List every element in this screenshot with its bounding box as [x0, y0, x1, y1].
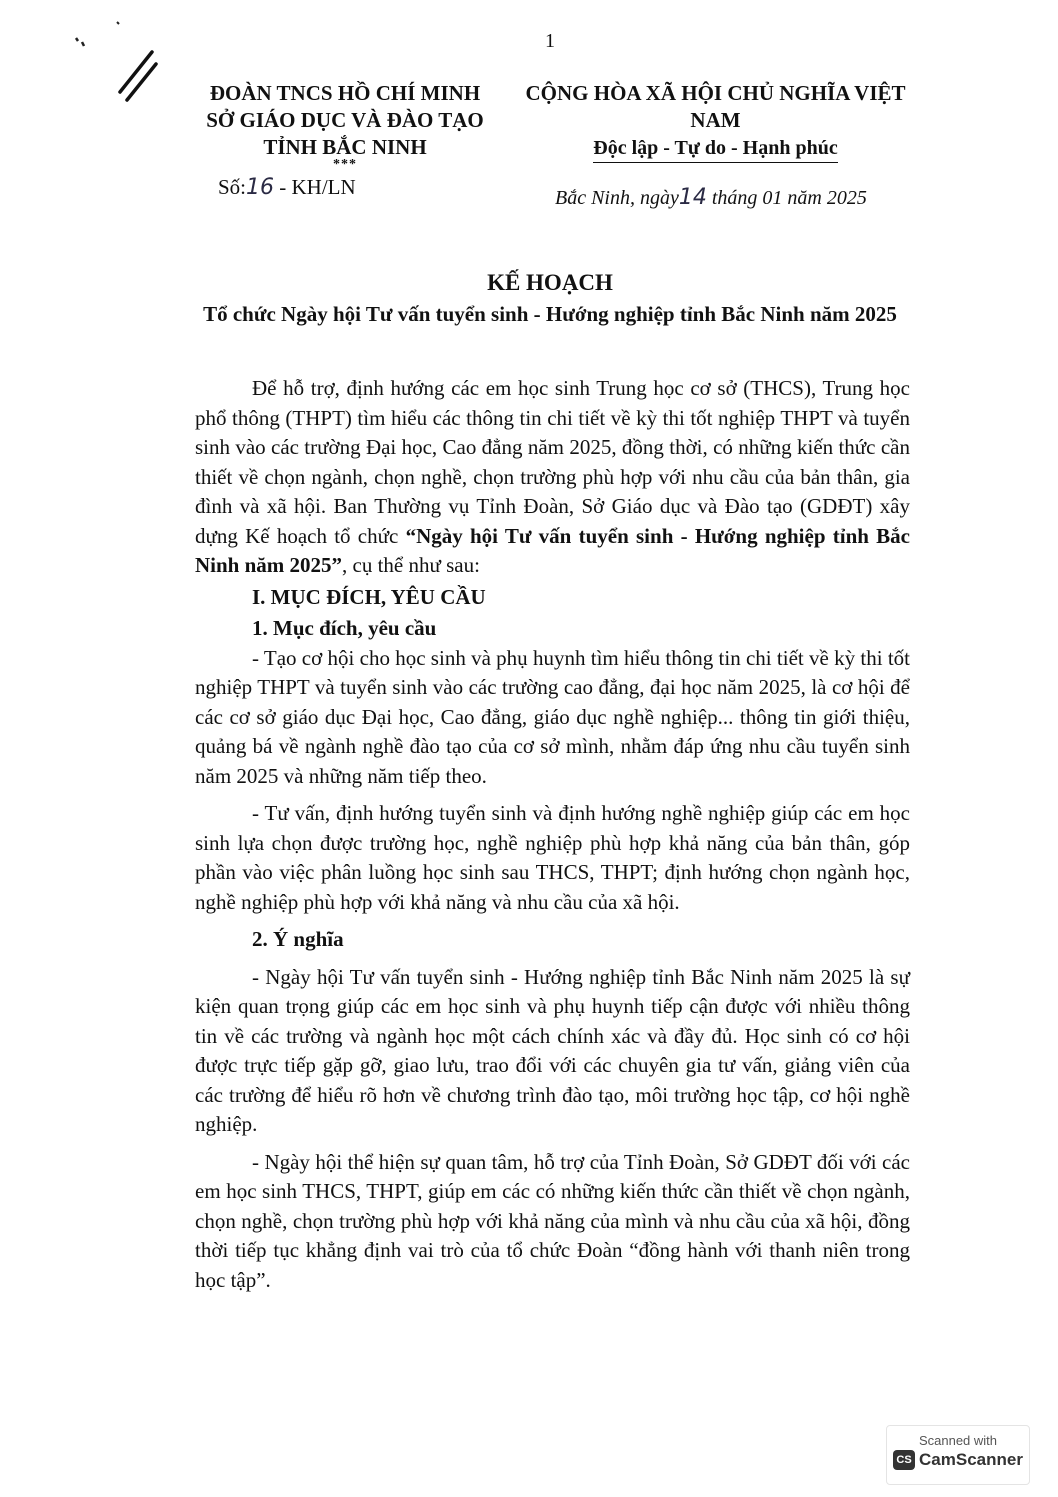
country-name: CỘNG HÒA XÃ HỘI CHỦ NGHĨA VIỆT NAM — [525, 81, 906, 132]
national-header — [498, 80, 933, 163]
agency-stars: *** — [333, 157, 357, 172]
subsection-2-heading: 2. Ý nghĩa — [252, 927, 344, 951]
section-1-heading: I. MỤC ĐÍCH, YÊU CẦU — [252, 584, 486, 609]
scan-marks — [70, 14, 170, 104]
watermark-brand-name: CamScanner — [919, 1450, 1023, 1469]
watermark-brand — [887, 1450, 1029, 1470]
agency-line-3: TỈNH BẮC NINH — [263, 135, 427, 159]
subsection-1-paragraph-2: - Tư vấn, định hướng tuyển sinh và định hướng nghề nghiệp giúp các em học sinh lựa chọn được trường học, nghề nghiệp phù hợp khả năng của bản thân, góp phần vào việc phân luồng học sinh sau THCS, THPT; định hướng chọn ngành học, nghề nghiệp phù hợp với khả năng và nhu cầu của xã hội. — [195, 801, 910, 914]
document-title: KẾ HOẠCH — [487, 270, 613, 295]
agency-line-2: SỞ GIÁO DỤC VÀ ĐÀO TẠO — [206, 108, 484, 132]
document-subtitle: Tổ chức Ngày hội Tư vấn tuyển sinh - Hướng nghiệp tỉnh Bắc Ninh năm 2025 — [203, 302, 897, 326]
agency-line-1: ĐOÀN TNCS HỒ CHÍ MINH — [209, 81, 481, 105]
intro-text-bold: “Ngày hội Tư vấn tuyển sinh - Hướng nghiệp tỉnh Bắc Ninh năm 2025” — [195, 523, 910, 577]
intro-paragraph — [195, 374, 910, 581]
camscanner-watermark — [886, 1425, 1030, 1485]
national-motto: Độc lập - Tự do - Hạnh phúc — [593, 136, 837, 163]
subsection-1-heading: 1. Mục đích, yêu cầu — [252, 616, 437, 640]
subsection-1-paragraph-1: - Tạo cơ hội cho học sinh và phụ huynh tìm hiểu thông tin chi tiết về kỳ thi tốt nghiệp THPT và tuyển sinh vào các trường cao đẳng, đại học năm 2025, là cơ hội để các cơ sở giáo dục Đại học, Cao đẳng, giáo dục nghề nghiệp... thông tin giới thiệu, quảng bá về ngành nghề đào tạo của cơ sở mình, nhằm đáp ứng nhu cầu tuyển sinh năm 2025 và những năm tiếp theo. — [195, 645, 910, 788]
issuing-agency-header — [190, 80, 500, 172]
date-prefix: Bắc Ninh, ngày — [555, 187, 679, 209]
intro-text-after: , cụ thể như sau: — [342, 553, 480, 577]
subsection-2-paragraph-2: - Ngày hội thể hiện sự quan tâm, hỗ trợ của Tỉnh Đoàn, Sở GDĐT đối với các em học sinh THCS, THPT, giúp em các có những kiến thức cần thiết về chọn ngành, chọn nghề, chọn trường phù hợp với khả năng của mình và nhu cầu của xã hội, đồng thời tiếp tục khẳng định vai trò của tổ chức Đoàn “đồng hành với thanh niên trong học tập”. — [195, 1149, 910, 1292]
document-number-handwritten: 16 — [246, 175, 275, 200]
date-suffix: tháng 01 năm 2025 — [706, 187, 867, 209]
document-body — [195, 374, 910, 1295]
document-number-suffix: - KH/LN — [274, 175, 356, 199]
document-number — [218, 175, 356, 200]
page-number: 1 — [545, 30, 555, 52]
date-day-handwritten: 14 — [678, 185, 707, 210]
intro-text-before: Để hỗ trợ, định hướng các em học sinh Trung học cơ sở (THCS), Trung học phổ thông (THPT) tìm hiểu các thông tin chi tiết về kỳ thi tốt nghiệp THPT và tuyển sinh vào các trường Đại học, Cao đẳng năm 2025, đồng thời, có những kiến thức cần thiết về chọn ngành, chọn nghề, chọn trường phù hợp với nhu cầu của bản thân, gia đình và xã hội. Ban Thường vụ Tỉnh Đoàn, Sở Giáo dục và Đào tạo (GDĐT) xây dựng Kế hoạch tổ chức — [195, 376, 910, 548]
place-date — [555, 185, 867, 210]
camscanner-logo-icon: CS — [893, 1450, 915, 1470]
watermark-caption: Scanned with — [918, 1433, 998, 1448]
document-number-prefix: Số: — [218, 175, 247, 199]
subsection-2-paragraph-1: - Ngày hội Tư vấn tuyển sinh - Hướng nghiệp tỉnh Bắc Ninh năm 2025 là sự kiện quan trọng giúp các em học sinh và phụ huynh tiếp cận được với nhiều thông tin về các trường và ngành học một cách chính xác và đầy đủ. Học sinh có cơ hội được trực tiếp gặp gỡ, giao lưu, trao đổi với các chuyên gia tư vấn, giảng viên của các trường để hiểu rõ hơn về chương trình đào tạo, môi trường học tập, cơ hội nghề nghiệp. — [195, 964, 910, 1136]
